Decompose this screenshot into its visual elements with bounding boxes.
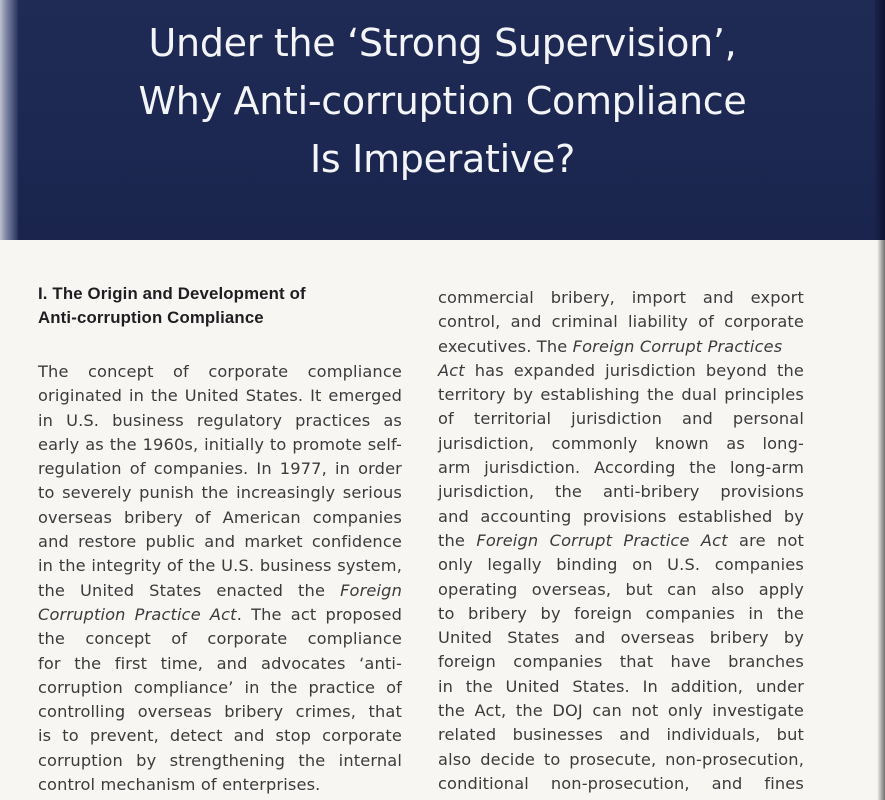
text-line	[438, 529, 804, 553]
text-line: and accounting provisions established by	[438, 506, 804, 526]
text-line: United States and overseas bribery by	[438, 628, 804, 648]
heading-line: Anti-corruption Compliance	[38, 308, 264, 327]
text-line: the Act, the DOJ can not only investigate	[438, 701, 804, 721]
title-line: Why Anti-corruption Compliance	[138, 79, 747, 123]
text-line: to bribery by foreign companies in the	[438, 603, 804, 623]
text-line: for the first time, and advocates ‘anti-	[38, 653, 402, 673]
text-line	[38, 603, 402, 627]
text-line: foreign companies that have branches	[438, 652, 804, 672]
title-line: Is Imperative?	[309, 137, 575, 181]
text-line: is to prevent, detect and stop corporate	[38, 726, 402, 746]
text-line: The concept of corporate compliance	[38, 362, 402, 381]
text-run: executives. The	[438, 336, 573, 356]
text-line: in the United States. In addition, under	[438, 676, 804, 696]
text-line: and restore public and market confidence	[38, 532, 402, 552]
section-heading	[38, 282, 402, 330]
text-line	[38, 579, 402, 603]
text-line: in U.S. business regulatory practices as	[38, 410, 402, 430]
text-line	[438, 335, 804, 359]
left-column	[38, 282, 402, 797]
text-line: originated in the United States. It emerged	[38, 386, 402, 406]
text-line: control mechanism of enterprises.	[38, 775, 321, 795]
body-paragraph	[438, 286, 804, 796]
text-line: corruption compliance’ in the practice of	[38, 677, 402, 697]
text-line: overseas bribery of American companies	[38, 507, 402, 527]
text-line: arm jurisdiction. According the long-arm	[438, 458, 804, 478]
text-line: jurisdiction, commonly known as long-	[438, 433, 804, 453]
heading-line: I. The Origin and Development of	[38, 284, 306, 303]
text-line: related businesses and individuals, but	[438, 725, 804, 745]
act-title-italic: Foreign	[340, 580, 402, 600]
text-line: commercial bribery, import and export	[438, 288, 804, 307]
text-line: early as the 1960s, initially to promote self-	[38, 434, 402, 454]
text-line: jurisdiction, the anti-bribery provisions	[438, 482, 804, 502]
title-banner	[0, 0, 885, 240]
text-run: has expanded jurisdiction beyond the	[464, 360, 804, 380]
text-run: the	[438, 530, 477, 550]
right-column	[438, 286, 804, 796]
text-line: to severely punish the increasingly serious	[38, 483, 402, 503]
page-edge-shadow	[877, 240, 885, 800]
text-line: of territorial jurisdiction and personal	[438, 409, 804, 429]
text-line: control, and criminal liability of corporate	[438, 312, 804, 332]
text-line: also decide to prosecute, non-prosecution,	[438, 749, 804, 769]
text-line: operating overseas, but can also apply	[438, 579, 804, 599]
text-run: the United States enacted the	[38, 580, 341, 600]
act-title-italic: Foreign Corrupt Practices	[572, 336, 783, 356]
text-line: regulation of companies. In 1977, in order	[38, 459, 402, 479]
act-title-italic: Foreign Corrupt Practice Act	[476, 530, 728, 550]
text-line: territory by establishing the dual principles	[438, 385, 804, 405]
text-line: corruption by strengthening the internal	[38, 750, 402, 770]
text-line: the concept of corporate compliance	[38, 629, 402, 649]
text-line: only legally binding on U.S. companies	[438, 555, 804, 575]
article-title	[40, 14, 845, 188]
text-line: in the integrity of the U.S. business system,	[38, 556, 402, 576]
text-run: . The act proposed	[236, 604, 402, 624]
text-line: conditional non-prosecution, and fines	[438, 773, 804, 793]
act-title-italic: Corruption Practice Act	[38, 604, 237, 624]
act-title-italic: Act	[438, 360, 465, 380]
body-paragraph	[38, 360, 402, 797]
text-run: are not	[727, 530, 804, 550]
text-line	[438, 359, 804, 383]
text-line: controlling overseas bribery crimes, that	[38, 702, 402, 722]
title-line: Under the ‘Strong Supervision’,	[148, 21, 737, 65]
